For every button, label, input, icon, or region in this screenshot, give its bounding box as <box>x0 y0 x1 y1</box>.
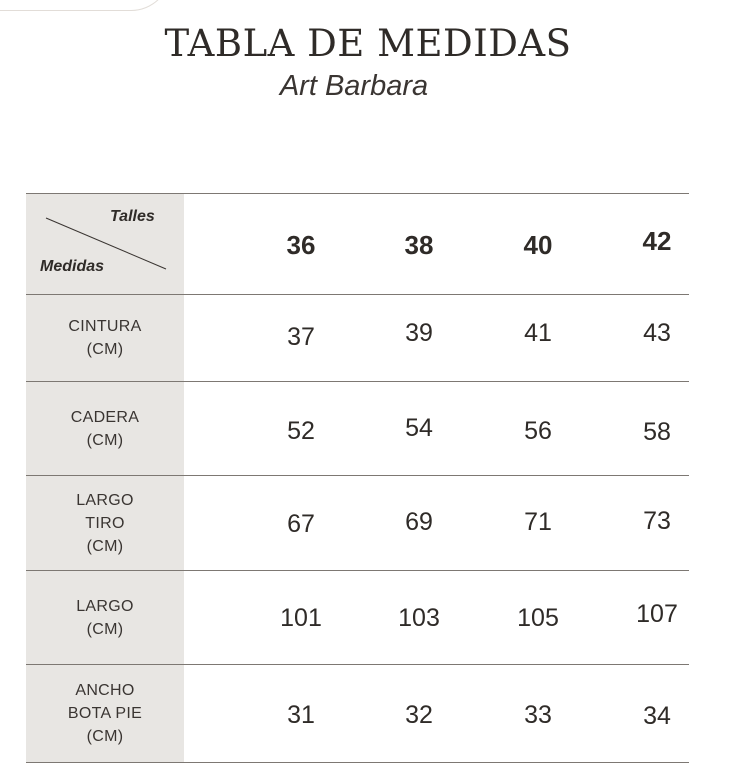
table-cell: 67 <box>287 510 315 538</box>
table-cell: 69 <box>405 508 433 536</box>
medidas-label: Medidas <box>40 258 105 275</box>
table-row <box>26 475 689 570</box>
table-cell: 37 <box>287 323 315 351</box>
table-cell: 103 <box>398 604 440 632</box>
table-cell: 41 <box>524 319 552 347</box>
corner-decoration <box>0 0 171 11</box>
table-row <box>26 381 689 475</box>
row-label: CADERA (CM) <box>70 408 140 449</box>
talles-label: Talles <box>110 208 155 225</box>
table-cell: 33 <box>524 701 552 729</box>
table-cell: 73 <box>643 507 671 535</box>
table-cell: 34 <box>643 702 671 730</box>
size-header-42: 42 <box>642 226 672 256</box>
table-row <box>26 294 689 381</box>
page-title: TABLA DE MEDIDAS <box>164 22 572 65</box>
page-subtitle: Art Barbara <box>279 70 429 102</box>
table-cell: 52 <box>287 417 315 445</box>
header-corner-cell <box>26 194 184 294</box>
table-header-row <box>26 193 689 294</box>
size-table <box>26 193 689 763</box>
table-cell: 54 <box>405 414 433 442</box>
table-cell: 39 <box>405 319 433 347</box>
row-label-cell <box>26 295 184 381</box>
size-header-40: 40 <box>523 230 553 260</box>
table-cell: 43 <box>643 319 671 347</box>
table-row <box>26 664 689 763</box>
table-cell: 101 <box>280 604 322 632</box>
size-header-38: 38 <box>404 230 434 260</box>
table-cell: 105 <box>517 604 559 632</box>
table-cell: 32 <box>405 701 433 729</box>
table-cell: 71 <box>524 508 552 536</box>
table-cell: 58 <box>643 418 671 446</box>
diagonal-divider-line <box>26 194 184 294</box>
row-label: CINTURA (CM) <box>68 318 142 358</box>
row-label: ANCHO BOTA PIE (CM) <box>67 682 143 745</box>
size-header-36: 36 <box>286 230 316 260</box>
table-cell: 107 <box>636 600 678 628</box>
row-label-cell <box>26 571 184 664</box>
table-cell: 56 <box>524 417 552 445</box>
row-label-cell <box>26 665 184 762</box>
row-label: LARGO (CM) <box>76 597 134 638</box>
row-label-cell <box>26 476 184 570</box>
table-cell: 31 <box>287 701 315 729</box>
table-row <box>26 570 689 664</box>
row-label: LARGO TIRO (CM) <box>76 491 134 555</box>
row-label-cell <box>26 382 184 475</box>
